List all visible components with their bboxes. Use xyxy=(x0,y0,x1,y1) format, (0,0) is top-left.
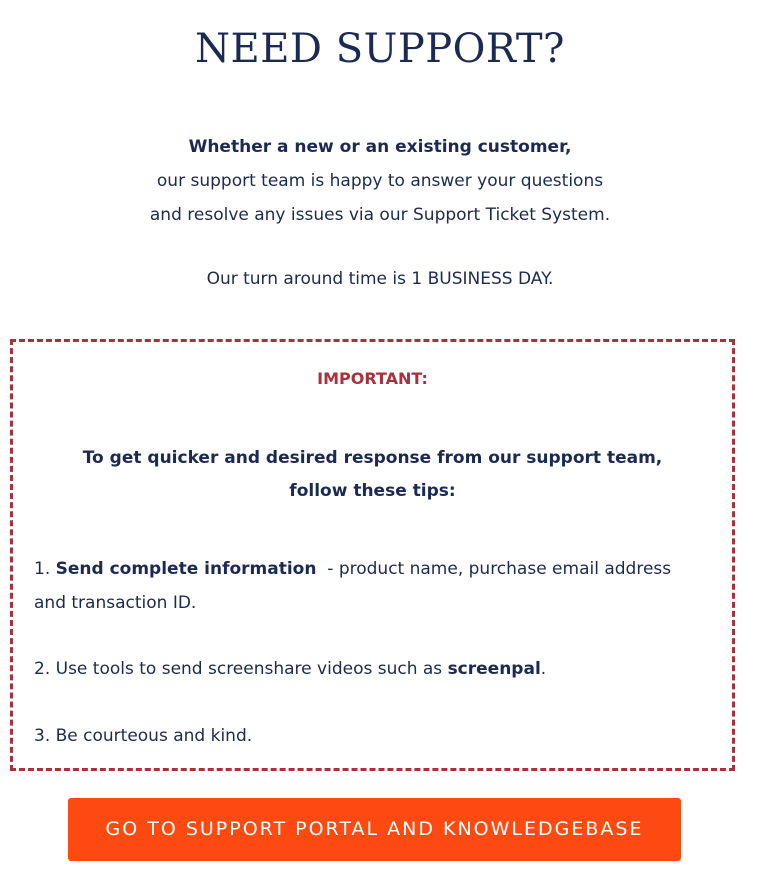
tip-1-prefix: 1. xyxy=(34,559,56,579)
page-title: NEED SUPPORT? xyxy=(195,26,565,72)
tip-3: 3. Be courteous and kind. xyxy=(34,726,253,746)
intro-text xyxy=(0,130,760,232)
important-label: IMPORTANT: xyxy=(317,369,428,388)
important-tips-box xyxy=(10,339,735,771)
tips-heading xyxy=(13,442,732,508)
intro-line-3: and resolve any issues via our Support Ticket System. xyxy=(149,205,611,225)
tip-1-rest: - product name, purchase email address and transaction ID. xyxy=(34,559,677,613)
screenpal-link[interactable]: screenpal xyxy=(447,659,541,679)
intro-bold-line: Whether a new or an existing customer, xyxy=(188,137,572,157)
turnaround-text: Our turn around time is 1 BUSINESS DAY. xyxy=(206,269,554,289)
tips-heading-line-1: To get quicker and desired response from our support team, xyxy=(82,448,663,468)
tip-2-rest: . xyxy=(540,659,547,679)
tip-1 xyxy=(34,552,694,620)
tip-1-strong: Send complete information xyxy=(55,559,317,579)
tip-2-prefix: 2. Use tools to send screenshare videos such as xyxy=(34,659,448,679)
tips-heading-line-2: follow these tips: xyxy=(289,481,456,501)
support-portal-button[interactable]: GO TO SUPPORT PORTAL AND KNOWLEDGEBASE xyxy=(68,798,681,861)
tip-2 xyxy=(34,652,694,686)
intro-line-2: our support team is happy to answer your questions xyxy=(156,171,604,191)
